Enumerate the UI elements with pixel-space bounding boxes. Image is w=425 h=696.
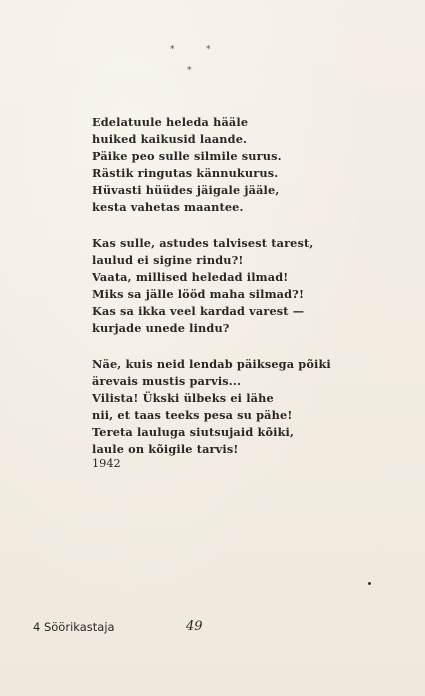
poem-line: Hüvasti hüüdes jäigale jääle,	[92, 183, 280, 197]
poem-year: 1942	[92, 457, 121, 470]
stanza-2	[92, 235, 392, 337]
poem-line: huiked kaikusid laande.	[92, 132, 248, 146]
ornament-asterisk-center: *	[187, 66, 192, 76]
poem-line: Vaata, millised heledad ilmad!	[92, 270, 289, 284]
page-number: 49	[186, 619, 203, 634]
printer-signature: 4 Söörikastaja	[33, 620, 115, 634]
ornament-asterisk-left: *	[170, 45, 175, 55]
poem-line: nii, et taas teeks pesa su pähe!	[92, 408, 293, 422]
poem-line: Näe, kuis neid lendab päiksega põiki	[92, 357, 331, 371]
poem-line: Miks sa jälle lööd maha silmad?!	[92, 287, 305, 301]
poem-line: Tereta lauluga siutsujaid kõiki,	[92, 425, 295, 439]
paper-speck	[368, 582, 371, 585]
stanza-3	[92, 356, 392, 458]
poem-line: ärevais mustis parvis...	[92, 374, 242, 388]
poem-line: Kas sulle, astudes talvisest tarest,	[92, 236, 314, 250]
poem-line: kesta vahetas maantee.	[92, 200, 244, 214]
poem-line: Rästik ringutas kännukurus.	[92, 166, 279, 180]
poem-line: Päike peo sulle silmile surus.	[92, 149, 282, 163]
poem-line: laule on kõigile tarvis!	[92, 442, 239, 456]
poem-line: kurjade unede lindu?	[92, 321, 230, 335]
poem	[92, 114, 392, 477]
stanza-1	[92, 114, 392, 216]
poem-line: Kas sa ikka veel kardad varest —	[92, 304, 305, 318]
poem-line: Edelatuule heleda hääle	[92, 115, 249, 129]
poem-line: laulud ei sigine rindu?!	[92, 253, 244, 267]
ornament-asterisk-right: *	[206, 45, 211, 55]
poem-line: Vilista! Ükski ülbeks ei lähe	[92, 391, 274, 405]
